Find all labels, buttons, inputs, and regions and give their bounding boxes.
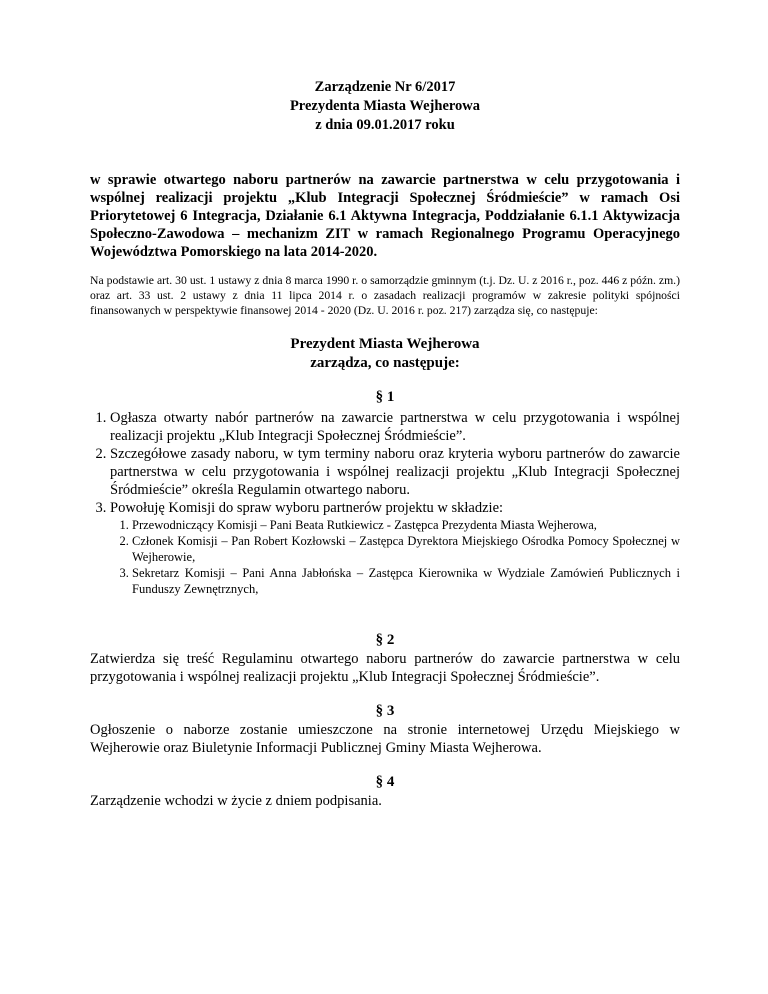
committee-member: 2. Członek Komisji – Pan Robert Kozłowski – Zastępca Dyrektora Miejskiego Ośrodka Pomocy Społecznej w Wejherowie, xyxy=(132,533,680,565)
section-3-text: Ogłoszenie o naborze zostanie umieszczone na stronie internetowej Urzędu Miejskiego w Wejherowie oraz Biuletynie Informacji Publicznej Gminy Miasta Wejherowa. xyxy=(90,722,680,756)
section-1-title: § 1 xyxy=(375,389,395,405)
committee-list xyxy=(110,517,680,597)
decree-date: z dnia 09.01.2017 roku xyxy=(315,117,455,133)
decree-heading xyxy=(90,335,680,373)
section-2-text: Zatwierdza się treść Regulaminu otwartego naboru partnerów do zawarcie partnerstwa w celu przygotowania i wspólnej realizacji projektu „Klub Integracji Społecznej Śródmieście”. xyxy=(90,651,680,685)
document-header xyxy=(90,78,680,135)
committee-secretary: 3. Sekretarz Komisji – Pani Anna Jabłońska – Zastępca Kierownika w Wydziale Zamówień Publicznych i Funduszy Zewnętrznych, xyxy=(132,565,680,597)
decree-heading-line2: zarządza, co następuje: xyxy=(310,355,460,371)
decree-subject: w sprawie otwartego naboru partnerów na zawarcie partnerstwa w celu przygotowania i wspólnej realizacji projektu „Klub Integracji Społecznej Śródmieście” w ramach Osi Priorytetowej 6 Integracja, Działanie 6.1 Aktywna Integracja, Poddziałanie 6.1.1 Aktywizacja Społeczno-Zawodowa – mechanizm ZIT w ramach Regionalnego Programu Operacyjnego Województwa Pomorskiego na lata 2014-2020. xyxy=(90,172,680,260)
document-page xyxy=(90,78,680,810)
section-3 xyxy=(90,702,680,757)
section-1-item-1: 1. Ogłasza otwarty nabór partnerów na zawarcie partnerstwa w celu przygotowania i wspólnej realizacji projektu „Klub Integracji Społecznej Śródmieście”. xyxy=(110,409,680,445)
section-1-item-2: 2. Szczegółowe zasady naboru, w tym terminy naboru oraz kryteria wyboru partnerów do zawarcie partnerstwa w celu przygotowania i wspólnej realizacji projektu „Klub Integracji Społecznej Śródmieście” określa Regulamin otwartego naboru. xyxy=(110,445,680,499)
decree-number: Zarządzenie Nr 6/2017 xyxy=(314,79,456,95)
section-4 xyxy=(90,773,680,810)
issuer: Prezydenta Miasta Wejherowa xyxy=(289,98,481,114)
section-1-list xyxy=(90,409,680,597)
section-1-item-3 xyxy=(110,499,680,597)
decree-heading-line1: Prezydent Miasta Wejherowa xyxy=(290,336,480,352)
committee-member-chair: 1. Przewodniczący Komisji – Pani Beata Rutkiewicz - Zastępca Prezydenta Miasta Wejherowa, xyxy=(132,517,680,533)
legal-basis: Na podstawie art. 30 ust. 1 ustawy z dnia 8 marca 1990 r. o samorządzie gminnym (t.j. Dz. U. z 2016 r., poz. 446 z późn. zm.) oraz art. 33 ust. 2 ustawy z dnia 11 lipca 2014 r. o zasadach realizacji programów w zakresie polityki spójności finansowanych w perspektywie finansowej 2014 - 2020 (Dz. U. 2016 r. poz. 217) zarządza się, co następuje: xyxy=(90,274,680,317)
section-2-title: § 2 xyxy=(375,632,395,648)
section-2 xyxy=(90,631,680,686)
section-1 xyxy=(90,388,680,597)
section-3-title: § 3 xyxy=(375,703,395,719)
section-4-title: § 4 xyxy=(375,774,395,790)
section-1-item-3-text: Powołuję Komisji do spraw wyboru partnerów projektu w składzie: xyxy=(110,500,504,516)
section-4-text: Zarządzenie wchodzi w życie z dniem podpisania. xyxy=(90,793,382,809)
